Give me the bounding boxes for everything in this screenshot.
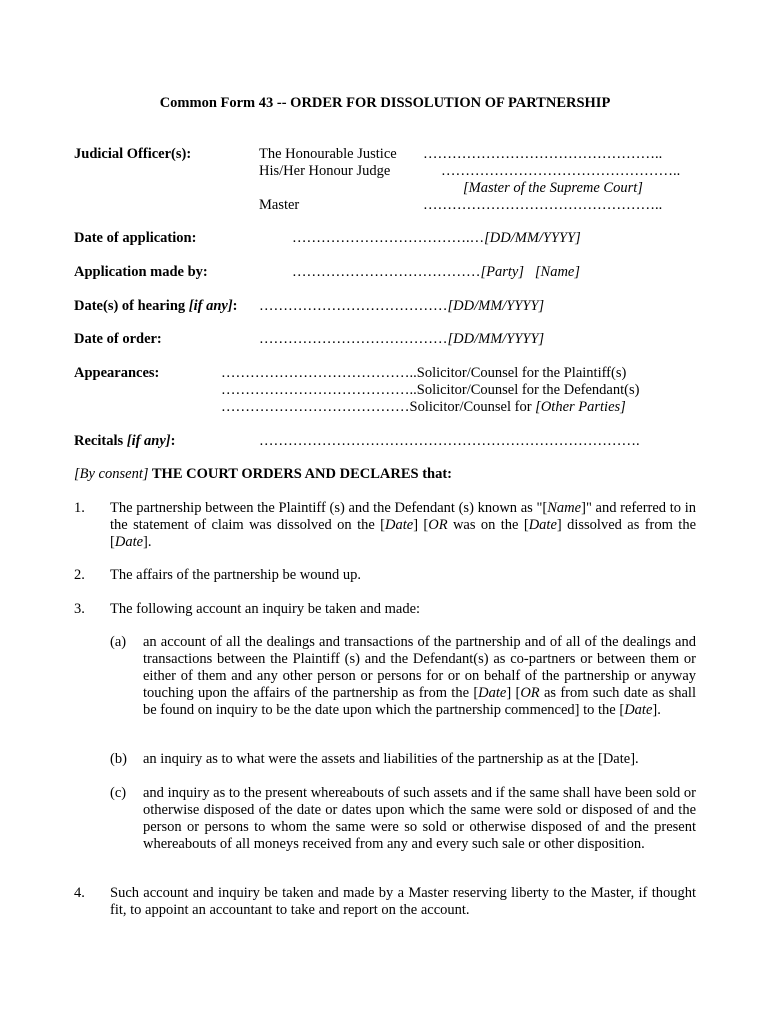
judicial-officers-label: Judicial Officer(s): [74,146,192,162]
dates-of-hearing-format: [DD/MM/YYYY] [447,298,545,314]
item-number-3: 3. [74,601,85,617]
subitem-b: an inquiry as to what were the assets and liabilities of the partnership as at the [Date]. [143,751,639,767]
dates-of-hearing-blank: ………………………………… [259,298,448,314]
master-blank: ………………………………………….. [423,197,663,213]
honour-judge-text: His/Her Honour Judge [259,163,391,179]
item-number-1: 1. [74,500,85,516]
date-of-order-field [259,331,544,348]
date-of-order-label: Date of order: [74,331,162,347]
appearances-label: Appearances: [74,365,160,381]
date-of-application-label: Date of application: [74,230,197,246]
by-consent-text: [By consent] [74,466,149,482]
order-item-2: The affairs of the partnership be wound up. [110,567,361,583]
order-item-3: The following account an inquiry be taken and made: [110,601,421,617]
appearance-row-plaintiff: …………………………………..Solicitor/Counsel for the Plaintiff(s) [221,365,627,381]
justice-blank: ………………………………………….. [423,146,663,162]
date-of-application-blank: ……………………………….… [292,230,485,246]
subitem-label-c: (c) [110,785,127,801]
recitals-label: Recitals [if any]: [74,433,176,449]
item-number-2: 2. [74,567,85,583]
court-orders-text: THE COURT ORDERS AND DECLARES that: [148,466,453,482]
item-number-4: 4. [74,885,85,901]
master-text: Master [259,197,300,213]
order-item-4: Such account and inquiry be taken and made by a Master reserving liberty to the Master, if thought fit, to appoint an accountant to take and report on the account. [110,885,696,918]
subitem-a: an account of all the dealings and transactions of the partnership and of all of the dealings and transactions between the Plaintiff (s) and the Defendant(s) as co-partners or between them or either of them and any other person or persons for or on behalf of the partnership or anyway touching upon the affairs of the partnership as from the [Date] [OR as from such date as shall be found on inquiry to be the date upon which the partnership commenced] to the [Date]. [143,634,696,718]
subitem-label-b: (b) [110,751,127,767]
subitem-label-a: (a) [110,634,127,650]
master-supreme-court-text: [Master of the Supreme Court] [463,180,643,196]
application-made-by-label: Application made by: [74,264,208,280]
recitals-blank: ……………………………………………………………………. [259,433,640,449]
appearance-row-other-parties: …………………………………Solicitor/Counsel for [Other Parties] [221,399,626,415]
date-of-order-format: [DD/MM/YYYY] [447,331,545,347]
date-of-application-field [292,230,581,247]
dates-of-hearing-field [259,298,544,315]
order-item-1: The partnership between the Plaintiff (s) and the Defendant (s) known as "[Name]" and referred to in the statement of claim was dissolved on the [Date] [OR was on the [Date] dissolved as from the [Date]. [110,500,697,550]
date-of-application-format: [DD/MM/YYYY] [484,230,581,246]
honourable-justice-text: The Honourable Justice [259,146,397,162]
party-name-placeholder: [Party] [Name] [480,264,580,280]
subitem-c: and inquiry as to the present whereabouts of such assets and if the same shall have been sold or otherwise disposed of the date or dates upon which the same were sold or disposed of and the person or persons to whom the same were so sold or otherwise disposed of and the present whereabouts of all moneys received from any and every such sale or other disposition. [143,785,696,852]
application-made-by-field [292,264,580,281]
date-of-order-blank: ………………………………… [259,331,448,347]
application-made-by-blank: ………………………………… [292,264,481,280]
judge-blank: ………………………………………….. [441,163,681,179]
document-title: Common Form 43 -- ORDER FOR DISSOLUTION OF PARTNERSHIP [159,95,611,111]
appearance-row-defendant: …………………………………..Solicitor/Counsel for the Defendant(s) [221,382,640,398]
orders-heading [74,466,452,483]
dates-of-hearing-label: Date(s) of hearing [if any]: [74,298,238,314]
